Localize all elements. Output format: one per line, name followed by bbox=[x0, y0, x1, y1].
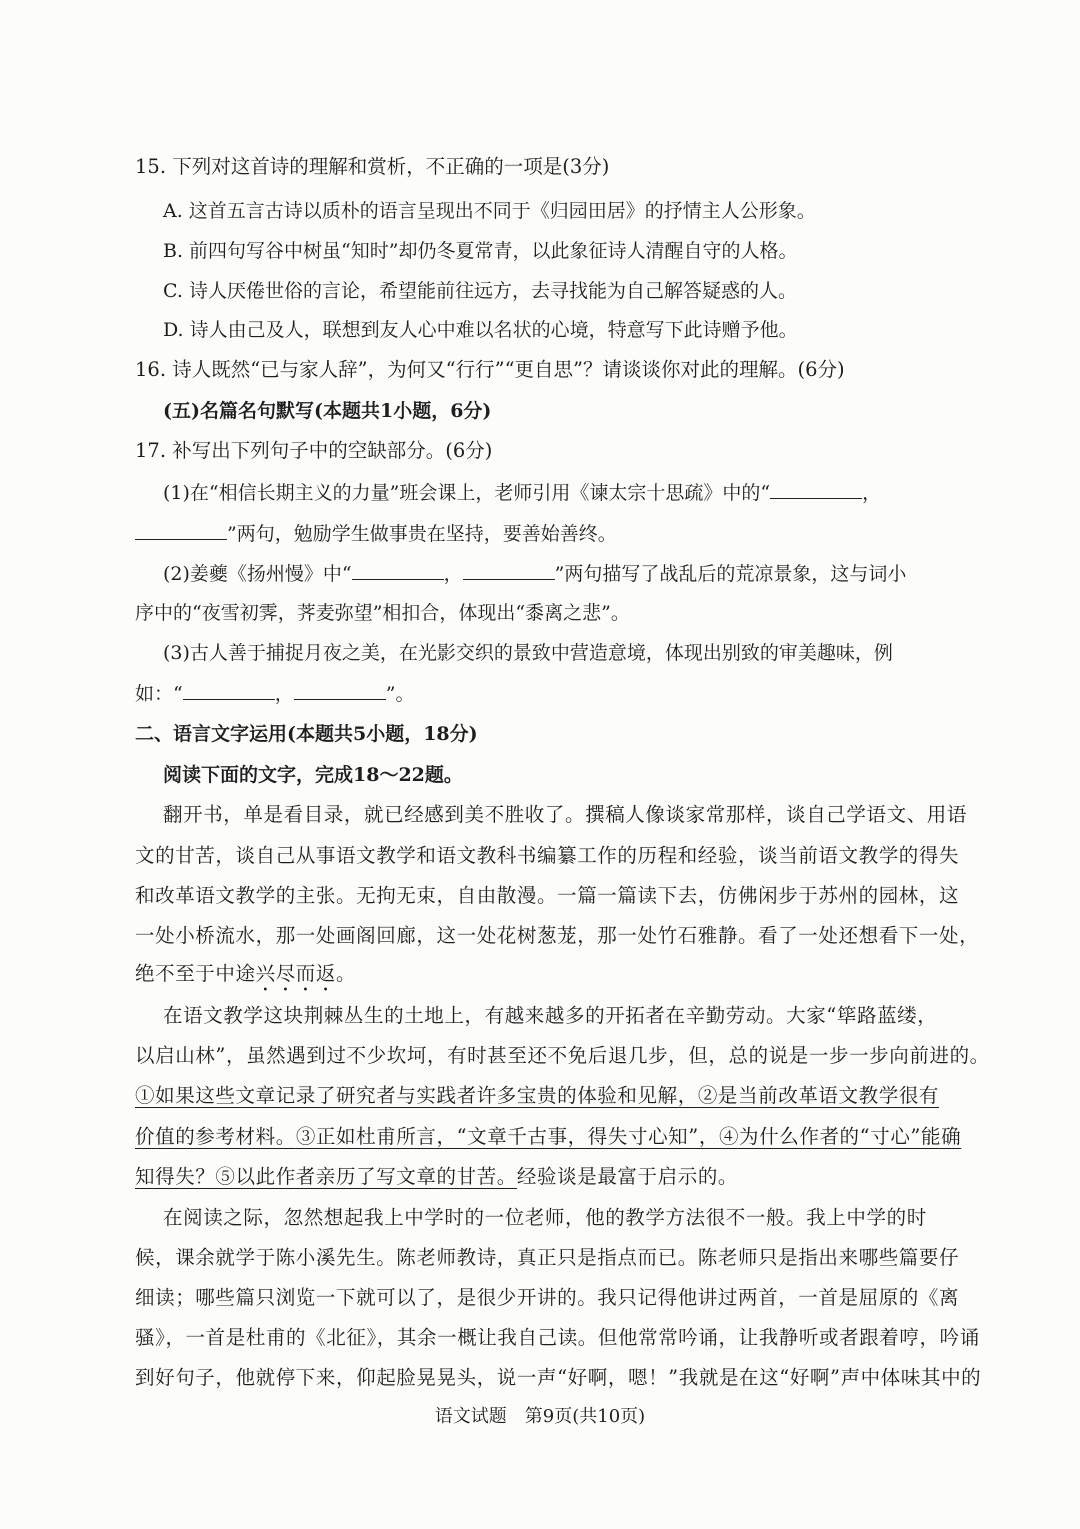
passage-p2-line3 bbox=[135, 1082, 1045, 1110]
page-number: 语文试题 第9页(共10页) bbox=[434, 1406, 646, 1427]
q17-part1-line2 bbox=[135, 519, 1035, 547]
passage-p3-line3 bbox=[135, 1284, 1045, 1312]
q15-option-b-text: B. 前四句写谷中树虽“知时”却仍冬夏常青，以此象征诗人清醒自守的人格。 bbox=[163, 240, 798, 262]
passage-p1-line3 bbox=[135, 882, 1045, 910]
underlined-sentence-4-end: 知得失？ bbox=[135, 1165, 216, 1188]
q15-option-a-text: A. 这首五言古诗以质朴的语言呈现出不同于《归园田居》的抒情主人公形象。 bbox=[163, 200, 816, 222]
passage-text: 一处小桥流水，那一处画阁回廊，这一处花树葱茏，那一处竹石雅静。看了一处还想看下一处， bbox=[135, 924, 980, 947]
passage-p1-line5 bbox=[135, 960, 1045, 988]
underlined-sentence-3: ③正如杜甫所言，“文章千古事，得失寸心知”， bbox=[295, 1125, 719, 1148]
passage-p1-line4 bbox=[135, 922, 1045, 950]
passage-text: 经验谈是最富于启示的。 bbox=[516, 1165, 739, 1188]
q17-part1-line1 bbox=[163, 478, 1063, 506]
reading-intro bbox=[163, 761, 1043, 789]
q17-blank-4[interactable] bbox=[463, 559, 555, 580]
section-5-heading bbox=[163, 397, 1043, 425]
passage-p2-line2 bbox=[135, 1042, 1045, 1070]
q17-blank-6[interactable] bbox=[294, 679, 386, 700]
q17-part1-text: (1)在“相信长期主义的力量”班会课上，老师引用《谏太宗十思疏》中的“ bbox=[163, 482, 771, 504]
passage-p1-line2 bbox=[135, 842, 1045, 870]
q16-text: 16. 诗人既然“已与家人辞”，为何又“行行”“更自思”？请谈谈你对此的理解。(6分) bbox=[135, 358, 845, 381]
passage-text: 候，课余就学于陈小溪先生。陈老师教诗，真正只是指点而已。陈老师只是指出来哪些篇要仔 bbox=[135, 1246, 960, 1269]
q15-option-c-text: C. 诗人厌倦世俗的言论，希望能前往远方，去寻找能为自己解答疑惑的人。 bbox=[163, 280, 797, 302]
q17-part2-end: 序中的“夜雪初霁，荠麦弥望”相扣合，体现出“黍离之悲”。 bbox=[135, 602, 630, 624]
passage-text: 文的甘苦，谈自己从事语文教学和语文教科书编纂工作的历程和经验，谈当前语文教学的得失 bbox=[135, 844, 960, 867]
q17-part3-comma: ， bbox=[274, 683, 294, 705]
emphasized-phrase: 兴尽而返 bbox=[255, 962, 337, 985]
section-2-heading bbox=[135, 720, 1035, 748]
q15-stem-text: 15. 下列对这首诗的理解和赏析，不正确的一项是(3分) bbox=[135, 155, 610, 178]
passage-text: 以启山林”，虽然遇到过不少坎坷，有时甚至还不免后退几步，但，总的说是一步一步向前进的。 bbox=[135, 1044, 990, 1067]
q15-option-d-text: D. 诗人由己及人，联想到友人心中难以名状的心境，特意写下此诗赠予他。 bbox=[163, 319, 798, 341]
passage-text: 细读；哪些篇只浏览一下就可以了，是很少开讲的。我只记得他讲过两首，一首是屈原的《离 bbox=[135, 1286, 960, 1309]
underlined-sentence-5: ⑤以此作者亲历了写文章的甘苦。 bbox=[215, 1165, 517, 1188]
q17-part3-line2 bbox=[135, 679, 1035, 707]
q17-blank-5[interactable] bbox=[183, 679, 275, 700]
q15-option-c bbox=[163, 277, 1043, 305]
q17-part2-line1 bbox=[163, 559, 1063, 587]
passage-p3-line4 bbox=[135, 1324, 1045, 1352]
underlined-sentence-1: ①如果这些文章记录了研究者与实践者许多宝贵的体验和见解， bbox=[135, 1084, 698, 1107]
q17-part3-end: ”。 bbox=[385, 683, 415, 705]
passage-text: 绝不至于中途 bbox=[135, 962, 256, 985]
passage-text: 。 bbox=[336, 962, 357, 985]
q15-option-b bbox=[163, 237, 1043, 265]
q15-option-a bbox=[163, 197, 1043, 225]
passage-p1-line1 bbox=[163, 801, 1043, 829]
q17-part2-comma: ， bbox=[443, 563, 463, 585]
q17-blank-2[interactable] bbox=[135, 519, 227, 540]
q17-part3-text: (3)古人善于捕捉月夜之美，在光影交织的景致中营造意境，体现出别致的审美趣味，例 bbox=[163, 642, 893, 664]
q17-part1-end: ”两句，勉励学生做事贵在坚持，要善始善终。 bbox=[227, 523, 617, 545]
q17-part2-rest: ”两句描写了战乱后的荒凉景象，这与词小 bbox=[554, 563, 907, 585]
passage-p3-line1 bbox=[163, 1204, 1043, 1232]
page-footer bbox=[0, 1404, 1080, 1430]
q17-stem bbox=[135, 437, 1035, 465]
passage-text: 在语文教学这块荆棘丛生的土地上，有越来越多的开拓者在辛勤劳动。大家“筚路蓝缕， bbox=[163, 1004, 938, 1027]
passage-p2-line1 bbox=[163, 1002, 1043, 1030]
q15-stem bbox=[135, 153, 1035, 181]
q17-blank-3[interactable] bbox=[352, 559, 444, 580]
passage-p3-line5 bbox=[135, 1364, 1045, 1392]
passage-text: 和改革语文教学的主张。无拘无束，自由散漫。一篇一篇读下去，仿佛闲步于苏州的园林，这 bbox=[135, 884, 960, 907]
underlined-sentence-2: ②是当前改革语文教学很有 bbox=[697, 1084, 940, 1107]
passage-p2-line4 bbox=[135, 1123, 1045, 1151]
reading-intro-text: 阅读下面的文字，完成18～22题。 bbox=[163, 764, 463, 786]
q17-stem-text: 17. 补写出下列句子中的空缺部分。(6分) bbox=[135, 439, 493, 462]
q17-part1-comma: ， bbox=[862, 482, 882, 504]
q17-blank-1[interactable] bbox=[770, 478, 862, 499]
q17-part2-text: (2)姜夔《扬州慢》中“ bbox=[163, 563, 352, 585]
passage-p2-line5 bbox=[135, 1163, 1045, 1191]
q17-part3-line1 bbox=[163, 639, 1063, 667]
q15-option-d bbox=[163, 316, 1043, 344]
passage-text: 在阅读之际，忽然想起我上中学时的一位老师，他的教学方法很不一般。我上中学的时 bbox=[163, 1206, 927, 1229]
passage-text: 骚》，一首是杜甫的《北征》，其余一概让我自己读。但他常常吟诵，让我静听或者跟着哼，吟诵 bbox=[135, 1326, 980, 1349]
passage-text: 到好句子，他就停下来，仰起脸晃晃头，说一声“好啊，嗯！”我就是在这“好啊”声中体味其中的 bbox=[135, 1366, 982, 1389]
underlined-sentence-4: ④为什么作者的“寸心”能确 bbox=[718, 1125, 962, 1148]
passage-text: 翻开书，单是看目录，就已经感到美不胜收了。撰稿人像谈家常那样，谈自己学语文、用语 bbox=[163, 803, 968, 826]
q17-part3-lead: 如：“ bbox=[135, 683, 183, 705]
section-5-heading-text: (五)名篇名句默写(本题共1小题，6分) bbox=[163, 400, 492, 422]
passage-p3-line2 bbox=[135, 1244, 1045, 1272]
section-2-heading-text: 二、语言文字运用(本题共5小题，18分) bbox=[135, 723, 478, 745]
q16-stem bbox=[135, 356, 1045, 384]
underlined-sentence-2-end: 价值的参考材料。 bbox=[135, 1125, 296, 1148]
q17-part2-line2 bbox=[135, 599, 1035, 627]
